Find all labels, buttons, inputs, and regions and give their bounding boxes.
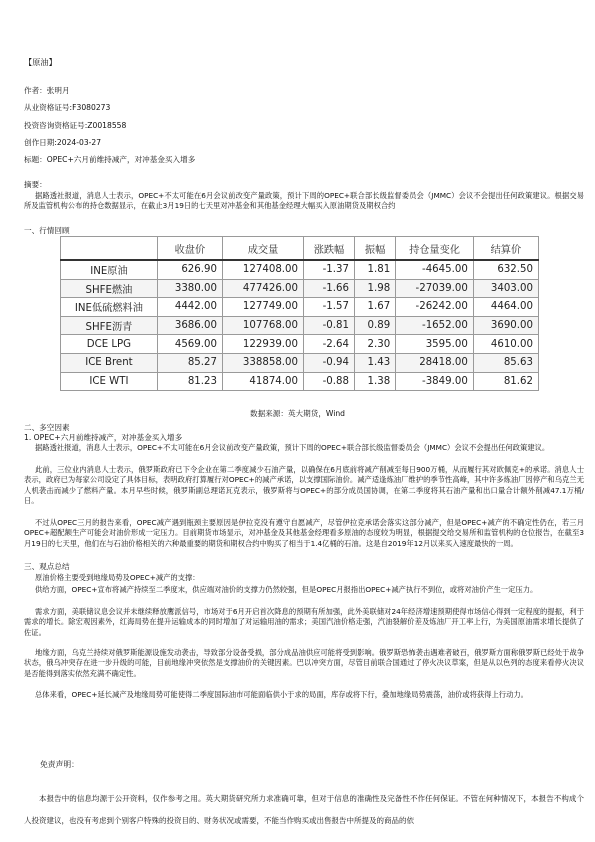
table-row <box>61 372 539 391</box>
conclusion-paragraph-4: 地缘方面，乌克兰持续对俄罗斯能源设施发动袭击，导致部分设备受损，部分成品油供应可能将受到影响。俄罗斯恐怖袭击遇难者破百，俄罗斯方面称俄罗斯已经处于战争状态，俄乌冲突存在进一步升级的可能，目前地缘冲突依然是支撑油价的关键因素。巴以冲突方面，尽管目前联合国通过了停火决议草案，但是从以色列的态度来看停火决议是否能得到落实依然充满不确定性。 <box>24 648 584 678</box>
table-cell: 85.27 <box>157 353 222 372</box>
table-header-cell <box>61 237 158 261</box>
table-cell-name: ICE WTI <box>61 372 158 391</box>
table-row <box>61 316 539 335</box>
table-cell: 1.81 <box>354 260 395 279</box>
table-row <box>61 279 539 298</box>
table-cell-name: SHFE沥青 <box>61 316 158 335</box>
factor-paragraph-3: 不过从OPEC三月的报告来看，OPEC减产遇到瓶颈主要原因是伊拉克没有遵守自愿减产，尽管伊拉克承诺会落实这部分减产，但是OPEC+减产的不确定性仍在，若三月OPEC+超配额生产可能会对油价形成一定压力。目前期货市场显示，对冲基金及其他基金经理看多原油的态度较为明显，根据提交给交易所和监管机构的仓位报告，在截至3月19日的七天里，他们在与石油价格相关的六种最重要的期货和期权合约中购买了相当于1.4亿桶的石油。这是自2019年12月以来买入速度最快的一周。 <box>24 518 584 548</box>
table-cell: 81.62 <box>473 372 538 391</box>
invest-license-line: 投资咨询资格证号:Z0018558 <box>24 121 127 130</box>
table-cell: 28418.00 <box>396 353 474 372</box>
table-cell: 81.23 <box>157 372 222 391</box>
title-line: 标题：OPEC+六月前维持减产，对冲基金买入增多 <box>24 155 196 164</box>
table-header-row <box>61 237 539 261</box>
table-header-cell: 振幅 <box>354 237 395 261</box>
table-cell: -0.88 <box>304 372 355 391</box>
factor-subheading: 1. OPEC+六月前维持减产，对冲基金买入增多 <box>24 433 183 442</box>
table-cell: -1.37 <box>304 260 355 279</box>
table-cell: 2.30 <box>354 335 395 354</box>
table-cell: 3380.00 <box>157 279 222 298</box>
author-line: 作者：张明月 <box>24 86 70 95</box>
table-header-cell: 收盘价 <box>157 237 222 261</box>
disclaimer-heading: 免责声明： <box>40 760 79 769</box>
factor-paragraph-1: 据路透社报道，消息人士表示，OPEC+不太可能在6月会议前改变产量政策，预计下周的OPEC+联合部长级监督委员会（JMMC）会议不会提出任何政策建议。 <box>35 443 550 452</box>
market-table <box>60 236 539 391</box>
table-cell: 4464.00 <box>473 298 538 317</box>
disclaimer-text: 本报告中的信息均源于公开资料，仅作参考之用。英大期货研究所力求准确可靠，但对于信息的准确性及完备性不作任何保证。不管在何种情况下，本报告不构成个人投资建议，也没有考虑到个别客户特殊的投资目的、财务状况或需要，不能当作购买或出售报告中所提及的商品的依 <box>24 794 584 825</box>
table-cell: -26242.00 <box>396 298 474 317</box>
table-row <box>61 335 539 354</box>
section-bull-bear-factors: 二、多空因素 <box>24 423 70 432</box>
table-source-note: 数据来源：英大期货，Wind <box>249 409 346 418</box>
abstract-text: 据路透社报道，消息人士表示，OPEC+不太可能在6月会议前改变产量政策，预计下周的OPEC+联合部长级监督委员会（JMMC）会议不会提出任何政策建议。根据交易所及监管机构公布的持仓数据显示，在截止3月19日的七天里对冲基金和其他基金经理大幅买入原油期货及期权合约 <box>24 191 584 211</box>
table-cell: 4569.00 <box>157 335 222 354</box>
table-cell: 122939.00 <box>222 335 303 354</box>
table-cell: -3849.00 <box>396 372 474 391</box>
table-cell-name: ICE Brent <box>61 353 158 372</box>
table-cell: 127749.00 <box>222 298 303 317</box>
table-cell: 4610.00 <box>473 335 538 354</box>
table-header-cell: 成交量 <box>222 237 303 261</box>
conclusion-paragraph-5: 总体来看，OPEC+延长减产及地缘局势可能使得二季度国际油市可能面临供小于求的局面，库存或将下行，叠加地缘局势震荡，油价或将获得上行动力。 <box>35 690 528 699</box>
factor-paragraph-2: 此前，三位业内消息人士表示，俄罗斯政府已下令企业在第二季度减少石油产量，以确保在6月底前将减产削减至每日900万桶，从而履行其对欧佩克+的承诺。消息人士表示，政府已为每家公司设定了具体目标，表明政府打算履行对OPEC+的减产承诺，以支撑国际油价。减产适逢炼油厂维护的季节性高峰，其中许多炼油厂因停产和乌克兰无人机袭击而减少了燃料产量。本月早些时候，俄罗斯副总理诺瓦克表示，俄罗斯将与OPEC+的部分成员国协调，在第二季度将其石油产量和出口量合计额外削减47.1万桶/日。 <box>24 465 584 506</box>
table-cell: 632.50 <box>473 260 538 279</box>
table-cell: 1.67 <box>354 298 395 317</box>
table-row <box>61 298 539 317</box>
table-cell: 3403.00 <box>473 279 538 298</box>
table-row <box>61 260 539 279</box>
table-cell: 107768.00 <box>222 316 303 335</box>
table-cell: -1.66 <box>304 279 355 298</box>
table-cell: 477426.00 <box>222 279 303 298</box>
table-cell: 1.38 <box>354 372 395 391</box>
section-conclusion: 三、观点总结 <box>24 562 70 571</box>
table-cell: -2.64 <box>304 335 355 354</box>
table-cell-name: INE原油 <box>61 260 158 279</box>
table-cell: 1.43 <box>354 353 395 372</box>
table-cell-name: SHFE燃油 <box>61 279 158 298</box>
conclusion-paragraph-2: 供给方面，OPEC+宣布将减产持续至二季度末，供应端对油价的支撑力仍然较强，但是OPEC月报指出OPEC+减产执行不到位，或将对油价产生一定压力。 <box>35 585 538 594</box>
category-label: 【原油】 <box>24 57 57 67</box>
table-cell: 338858.00 <box>222 353 303 372</box>
conclusion-paragraph-3: 需求方面，美联储议息会议并未继续释放鹰派信号，市场对于6月开启首次降息的预期有所加强，此外美联储对24年经济增速预期使得市场信心得到一定程度的提振，利于需求的增长。除宏观因素外，红海局势在提升运输成本的同时增加了对运输用油的需求；美国汽油价格走强，汽油裂解价差及炼油厂开工率上行，为美国原油需求增长提供了佐证。 <box>24 607 584 637</box>
table-cell: -4645.00 <box>396 260 474 279</box>
table-cell: 3690.00 <box>473 316 538 335</box>
table-cell: 127408.00 <box>222 260 303 279</box>
table-cell: -1652.00 <box>396 316 474 335</box>
table-cell: -0.94 <box>304 353 355 372</box>
table-cell: 3595.00 <box>396 335 474 354</box>
table-cell: 85.63 <box>473 353 538 372</box>
table-header-cell: 涨跌幅 <box>304 237 355 261</box>
table-row <box>61 353 539 372</box>
conclusion-paragraph-1: 原油价格主要受到地缘局势及OPEC+减产的支撑： <box>35 573 200 582</box>
table-cell: 626.90 <box>157 260 222 279</box>
table-cell: 1.98 <box>354 279 395 298</box>
table-cell: -0.81 <box>304 316 355 335</box>
section-market-review: 一、行情回顾 <box>24 226 70 235</box>
table-cell: 41874.00 <box>222 372 303 391</box>
table-header-cell: 持仓量变化 <box>396 237 474 261</box>
abstract-heading: 摘要： <box>24 180 47 189</box>
table-cell: -27039.00 <box>396 279 474 298</box>
table-cell: 0.89 <box>354 316 395 335</box>
table-cell: -1.57 <box>304 298 355 317</box>
license-line: 从业资格证号:F3080273 <box>24 103 111 112</box>
table-cell-name: INE低硫燃料油 <box>61 298 158 317</box>
table-cell: 4442.00 <box>157 298 222 317</box>
table-cell: 3686.00 <box>157 316 222 335</box>
table-cell-name: DCE LPG <box>61 335 158 354</box>
table-header-cell: 结算价 <box>473 237 538 261</box>
date-line: 创作日期:2024-03-27 <box>24 138 102 147</box>
